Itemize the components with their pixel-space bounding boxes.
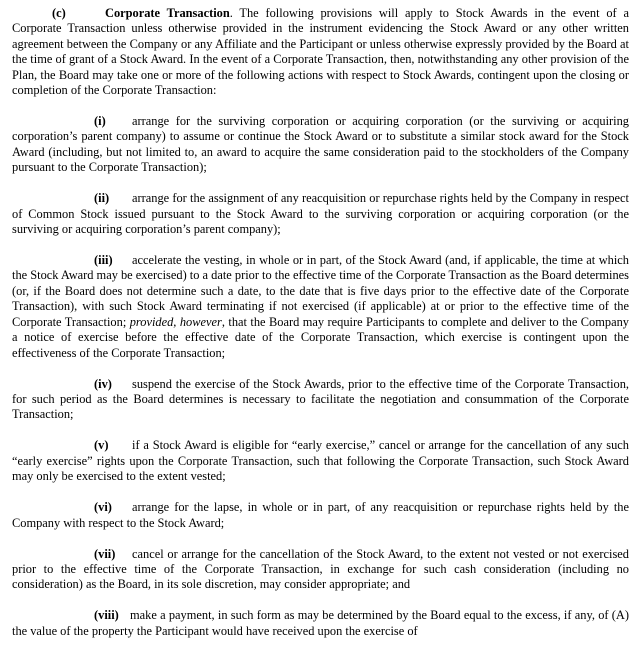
item-number: (ii) — [94, 191, 110, 206]
list-item-vii — [12, 547, 629, 593]
item-text: arrange for the lapse, in whole or in part, of any reacquisition or repurchase rights held by the Company with respect to the Stock Award; — [12, 500, 629, 530]
list-item-v — [12, 438, 629, 484]
section-label: (c) — [52, 6, 66, 20]
item-text: arrange for the assignment of any reacquisition or repurchase rights held by the Company in respect of Common Stock issued pursuant to the Stock Award to the surviving corporation or acquiring corporation (or the surviving or acquiring corporation’s parent company); — [12, 191, 629, 237]
item-text: cancel or arrange for the cancellation of the Stock Award, to the extent not vested or not exercised prior to the effective time of the Corporate Transaction, in exchange for such cash consideration (including no consideration) as the Board, in its sole discretion, may consider appropriate; and — [12, 546, 629, 592]
item-number: (viii) — [94, 608, 119, 623]
item-text-part-b: , that the Board may require Participants to complete and deliver to the Company a notice of exercise before the effective date of the Corporate Transaction, which exercise is contingent upon the effectiveness of the Corporate Transaction; — [12, 314, 629, 360]
list-item-ii — [12, 191, 629, 237]
item-number: (v) — [94, 438, 109, 453]
list-item-vi — [12, 500, 629, 531]
list-item-iv — [12, 377, 629, 423]
item-number: (iv) — [94, 376, 112, 391]
item-text: arrange for the surviving corporation or acquiring corporation (or the surviving or acquiring corporation’s parent company) to assume or continue the Stock Award or to substitute a similar stock award for the Stock Award (including, but not limited to, an award to acquire the same consideration paid to the stockholders of the Company pursuant to the Corporate Transaction); — [12, 114, 629, 175]
item-number: (vi) — [94, 500, 112, 515]
section-intro-text: . The following provisions will apply to Stock Awards in the event of a Corporate Transaction unless otherwise provided in the instrument evidencing the Stock Award or any other written agreement between the Company or any Affiliate and the Participant or unless otherwise expressly provided by the Board at the time of grant of a Stock Award. In the event of a Corporate Transaction, then, notwithstanding any other provision of the Plan, the Board may take one or more of the following actions with respect to Stock Awards, contingent upon the closing or completion of the Corporate Transaction: — [12, 6, 629, 98]
item-text: if a Stock Award is eligible for “early exercise,” cancel or arrange for the cancellation of any such “early exercise” rights upon the Corporate Transaction, such that following the Corporate Transaction, such Stock Award may only be exercised to the extent vested; — [12, 438, 629, 484]
list-item-iii — [12, 253, 629, 361]
list-item-i — [12, 114, 629, 176]
item-number: (iii) — [94, 253, 113, 268]
item-text: make a payment, in such form as may be determined by the Board equal to the excess, if any, of (A) the value of the property the Participant would have received upon the exercise of — [12, 608, 629, 638]
section-title: Corporate Transaction — [105, 6, 230, 20]
section-c-intro — [12, 6, 629, 98]
item-number: (vii) — [94, 546, 116, 561]
document-page — [12, 6, 629, 655]
item-number: (i) — [94, 114, 106, 129]
item-proviso: provided, however — [129, 314, 222, 329]
item-text: suspend the exercise of the Stock Awards, prior to the effective time of the Corporate Transaction, for such period as the Board determines is necessary to facilitate the negotiation and consummation of the Corporate Transaction; — [12, 376, 629, 422]
list-item-viii — [12, 608, 629, 639]
item-text-part-a: accelerate the vesting, in whole or in part, of the Stock Award (and, if applicable, the time at which the Stock Award may be exercised) to a date prior to the effective time of the Corporate Transaction as the Board determines (or, if the Board does not determine such a date, to the date that is five days prior to the effective date of the Corporate Transaction), with such Stock Award terminating if not exercised (if applicable) at or prior to the effective time of the Corporate Transaction; — [12, 253, 629, 329]
